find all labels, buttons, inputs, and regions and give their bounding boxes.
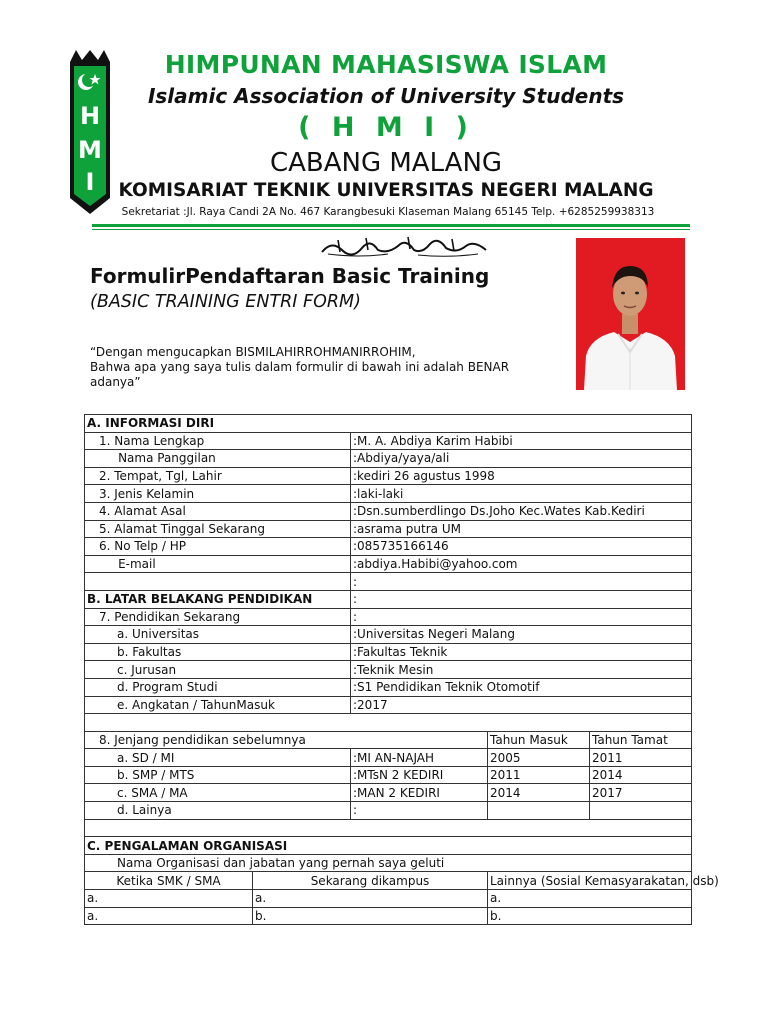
school-org-value[interactable]: a. <box>85 907 253 925</box>
field-label: E-mail <box>85 555 351 573</box>
field-value[interactable]: :M. A. Abdiya Karim Habibi <box>351 432 692 450</box>
section-b-header-row <box>85 590 692 608</box>
table-row <box>85 573 692 591</box>
table-row <box>85 538 692 556</box>
organization-intro: Nama Organisasi dan jabatan yang pernah saya geluti <box>85 854 692 872</box>
school-value[interactable]: :MTsN 2 KEDIRI <box>351 766 488 784</box>
field-value[interactable]: :Teknik Mesin <box>351 661 692 679</box>
school-value[interactable]: :MI AN-NAJAH <box>351 749 488 767</box>
organization-columns-row <box>85 872 692 890</box>
section-b-title-colon: : <box>351 590 692 608</box>
field-value[interactable]: :S1 Pendidikan Teknik Otomotif <box>351 678 692 696</box>
table-row <box>85 784 692 802</box>
field-value[interactable]: :Fakultas Teknik <box>351 643 692 661</box>
declaration-line-2: Bahwa apa yang saya tulis dalam formulir di bawah ini adalah BENAR <box>90 360 510 374</box>
section-a-title: A. INFORMASI DIRI <box>85 415 692 433</box>
table-row-empty <box>85 714 692 732</box>
branch-name: CABANG MALANG <box>269 148 503 178</box>
current-education-label: 7. Pendidikan Sekarang <box>85 608 351 626</box>
empty-cell <box>85 819 692 837</box>
table-row <box>85 802 692 820</box>
table-row <box>85 854 692 872</box>
field-value[interactable]: : <box>351 573 692 591</box>
col-header-campus-org: Sekarang dikampus <box>253 872 488 890</box>
empty-cell <box>85 714 692 732</box>
table-row <box>85 766 692 784</box>
school-value[interactable]: :MAN 2 KEDIRI <box>351 784 488 802</box>
registration-form-table <box>84 414 719 925</box>
field-value[interactable]: :085735166146 <box>351 538 692 556</box>
year-out-value[interactable]: 2011 <box>590 749 692 767</box>
logo-letter-h: H <box>79 102 101 130</box>
table-row <box>85 520 692 538</box>
field-label: 2. Tempat, Tgl, Lahir <box>85 467 351 485</box>
field-label: c. Jurusan <box>85 661 351 679</box>
table-row <box>85 678 692 696</box>
section-b-title: B. LATAR BELAKANG PENDIDIKAN <box>85 590 351 608</box>
basmala-calligraphy <box>318 234 490 258</box>
col-header-school-org: Ketika SMK / SMA <box>85 872 253 890</box>
table-row <box>85 696 692 714</box>
field-value[interactable]: :kediri 26 agustus 1998 <box>351 467 692 485</box>
previous-education-header-row <box>85 731 692 749</box>
applicant-photo <box>576 238 685 390</box>
logo-letter-i: I <box>85 168 95 196</box>
header-rule-thin <box>92 229 690 230</box>
table-row <box>85 432 692 450</box>
declaration-line-3: adanya” <box>90 375 141 389</box>
field-value[interactable]: :Abdiya/yaya/ali <box>351 450 692 468</box>
commissariat-name: KOMISARIAT TEKNIK UNIVERSITAS NEGERI MALANG <box>118 180 654 201</box>
declaration-line-1: “Dengan mengucapkan BISMILAHIRROHMANIRROHIM, <box>90 345 416 359</box>
table-row-empty <box>85 819 692 837</box>
table-row <box>85 626 692 644</box>
year-in-value[interactable]: 2011 <box>488 766 590 784</box>
secretariat-address: Sekretariat :Jl. Raya Candi 2A No. 467 Karangbesuki Klaseman Malang 65145 Telp. +6285259938313 <box>121 206 655 218</box>
field-value[interactable]: :laki-laki <box>351 485 692 503</box>
logo-letter-m: M <box>78 136 102 164</box>
section-c-title: C. PENGALAMAN ORGANISASI <box>85 837 692 855</box>
field-label: d. Program Studi <box>85 678 351 696</box>
other-org-value[interactable]: a. <box>488 890 692 908</box>
table-row <box>85 661 692 679</box>
table-row <box>85 907 692 925</box>
year-in-value[interactable] <box>488 802 590 820</box>
current-education-colon: : <box>351 608 692 626</box>
previous-education-label: 8. Jenjang pendidikan sebelumnya <box>85 731 488 749</box>
declaration-statement <box>90 345 530 390</box>
field-label <box>85 573 351 591</box>
field-label: Nama Panggilan <box>85 450 351 468</box>
org-name-english: Islamic Association of University Students <box>147 84 625 108</box>
hmi-logo <box>68 48 112 216</box>
field-label: 6. No Telp / HP <box>85 538 351 556</box>
campus-org-value[interactable]: b. <box>253 907 488 925</box>
field-label: a. SD / MI <box>85 749 351 767</box>
field-value[interactable]: :abdiya.Habibi@yahoo.com <box>351 555 692 573</box>
section-c-header-row <box>85 837 692 855</box>
field-label: 5. Alamat Tinggal Sekarang <box>85 520 351 538</box>
field-label: a. Universitas <box>85 626 351 644</box>
table-row <box>85 467 692 485</box>
form-title: FormulirPendaftaran Basic Training <box>90 264 490 288</box>
table-row <box>85 890 692 908</box>
other-org-value[interactable]: b. <box>488 907 692 925</box>
header-rule-thick <box>92 224 690 227</box>
field-label: 4. Alamat Asal <box>85 502 351 520</box>
col-header-other-org: Lainnya (Sosial Kemasyarakatan, dsb) <box>488 872 692 890</box>
form-subtitle: (BASIC TRAINING ENTRI FORM) <box>90 292 361 312</box>
section-a-header-row <box>85 415 692 433</box>
field-value[interactable]: :2017 <box>351 696 692 714</box>
school-value[interactable]: : <box>351 802 488 820</box>
field-label: c. SMA / MA <box>85 784 351 802</box>
year-out-value[interactable]: 2017 <box>590 784 692 802</box>
field-value[interactable]: :asrama putra UM <box>351 520 692 538</box>
field-label: b. SMP / MTS <box>85 766 351 784</box>
table-row <box>85 608 692 626</box>
table-row <box>85 555 692 573</box>
col-header-year-in: Tahun Masuk <box>488 731 590 749</box>
table-row <box>85 749 692 767</box>
org-abbreviation: ( H M I ) <box>298 112 474 143</box>
table-row <box>85 450 692 468</box>
field-label: e. Angkatan / TahunMasuk <box>85 696 351 714</box>
org-name: HIMPUNAN MAHASISWA ISLAM <box>164 50 608 79</box>
year-out-value[interactable]: 2014 <box>590 766 692 784</box>
field-label: b. Fakultas <box>85 643 351 661</box>
field-value[interactable]: :Universitas Negeri Malang <box>351 626 692 644</box>
col-header-year-out: Tahun Tamat <box>590 731 692 749</box>
table-row <box>85 643 692 661</box>
year-in-value[interactable]: 2014 <box>488 784 590 802</box>
year-in-value[interactable]: 2005 <box>488 749 590 767</box>
field-label: d. Lainya <box>85 802 351 820</box>
field-label: 3. Jenis Kelamin <box>85 485 351 503</box>
campus-org-value[interactable]: a. <box>253 890 488 908</box>
school-org-value[interactable]: a. <box>85 890 253 908</box>
field-value[interactable]: :Dsn.sumberdlingo Ds.Joho Kec.Wates Kab.Kediri <box>351 502 692 520</box>
year-out-value[interactable] <box>590 802 692 820</box>
table-row <box>85 485 692 503</box>
field-label: 1. Nama Lengkap <box>85 432 351 450</box>
table-row <box>85 502 692 520</box>
